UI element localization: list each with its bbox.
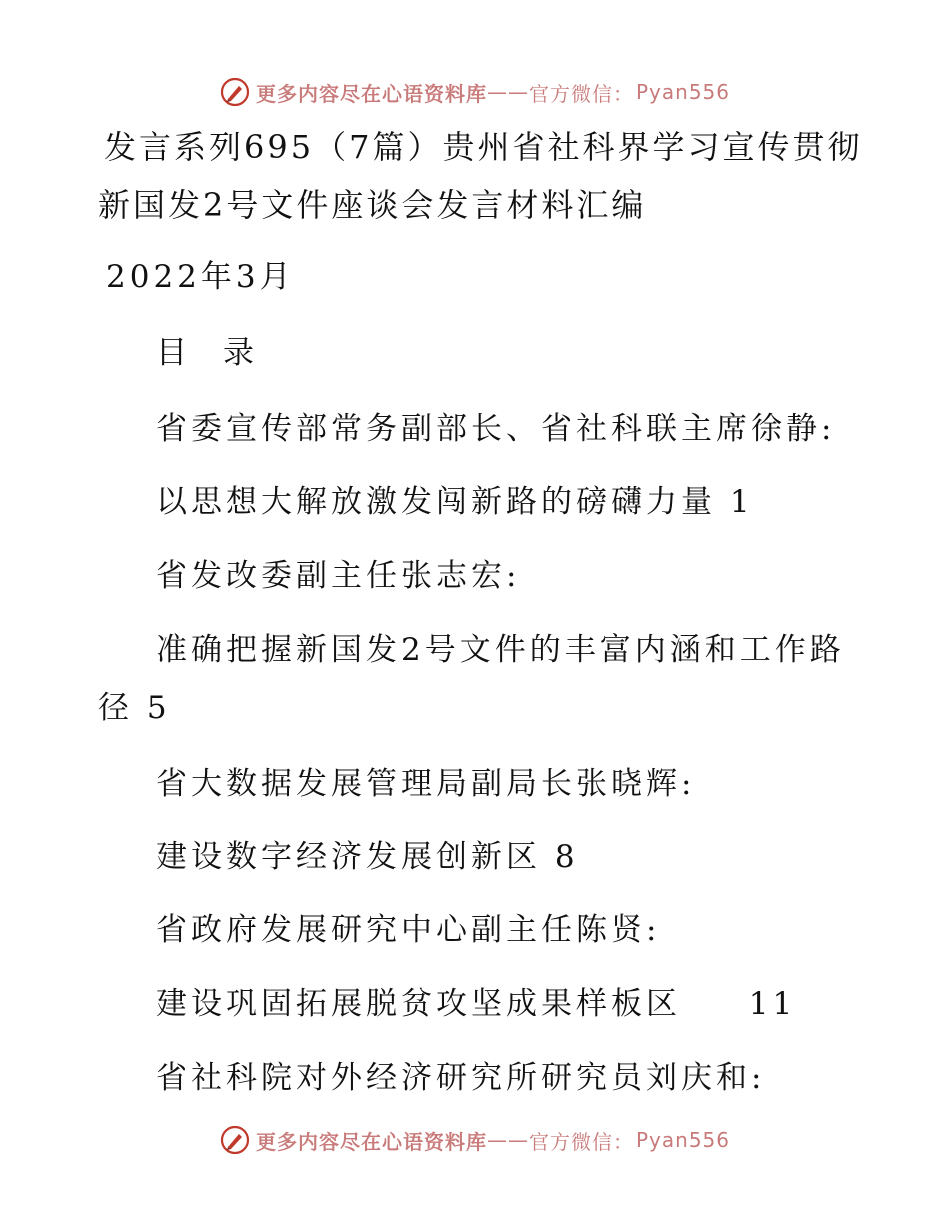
toc-entry-title: 建设巩固拓展脱贫攻坚成果样板区 — [156, 986, 681, 1022]
toc-entry-2-wrap[interactable] — [98, 688, 171, 728]
doc-title-line-2: 新国发2号文件座谈会发言材料汇编 — [98, 186, 647, 224]
watermark-separator: —— — [486, 1128, 529, 1152]
toc-heading-part-2: 录 — [223, 335, 258, 371]
watermark-brand: 更多内容尽在心语资料库 — [255, 1129, 487, 1154]
watermark-wechat-label: 官方微信： — [528, 1129, 634, 1154]
watermark-banner-bottom — [0, 1118, 950, 1162]
toc-entry-title: 以思想大解放激发闯新路的磅礴力量 — [156, 484, 716, 520]
watermark-wechat-id: Pyan556 — [635, 80, 730, 104]
doc-date: 2022年3月 — [106, 259, 295, 295]
toc-speaker-2: 省发改委副主任张志宏: — [156, 558, 521, 594]
toc-speaker-1: 省委宣传部常务副部长、省社科联主席徐静: — [156, 411, 836, 447]
toc-entry-1[interactable] — [156, 482, 754, 522]
toc-entry-title: 建设数字经济发展创新区 — [156, 839, 541, 875]
toc-entry-title-wrap: 径 — [98, 690, 133, 726]
toc-entry-2[interactable] — [156, 630, 845, 670]
pen-logo-icon — [220, 1125, 250, 1155]
toc-entry-page: 11 — [748, 986, 797, 1022]
watermark-banner-top — [0, 70, 950, 114]
watermark-wechat-label: 官方微信： — [528, 81, 634, 106]
toc-heading — [156, 333, 258, 373]
toc-heading-part-1: 目 — [156, 335, 191, 371]
watermark-wechat-id: Pyan556 — [635, 1128, 730, 1152]
doc-title-line-1: 发言系列695（7篇）贵州省社科界学习宣传贯彻 — [104, 128, 863, 166]
watermark-separator: —— — [486, 80, 529, 104]
toc-entry-page: 5 — [146, 690, 171, 726]
toc-speaker-3: 省大数据发展管理局副局长张晓辉: — [156, 766, 696, 802]
toc-entry-page: 1 — [729, 484, 754, 520]
toc-entry-title: 准确把握新国发2号文件的丰富内涵和工作路 — [156, 632, 845, 668]
toc-entry-page: 8 — [554, 839, 579, 875]
toc-speaker-5: 省社科院对外经济研究所研究员刘庆和: — [156, 1060, 766, 1096]
toc-speaker-4: 省政府发展研究中心副主任陈贤: — [156, 912, 661, 948]
toc-entry-3[interactable] — [156, 837, 579, 877]
pen-logo-icon — [220, 77, 250, 107]
watermark-brand: 更多内容尽在心语资料库 — [255, 81, 487, 106]
toc-entry-4[interactable] — [156, 984, 796, 1024]
